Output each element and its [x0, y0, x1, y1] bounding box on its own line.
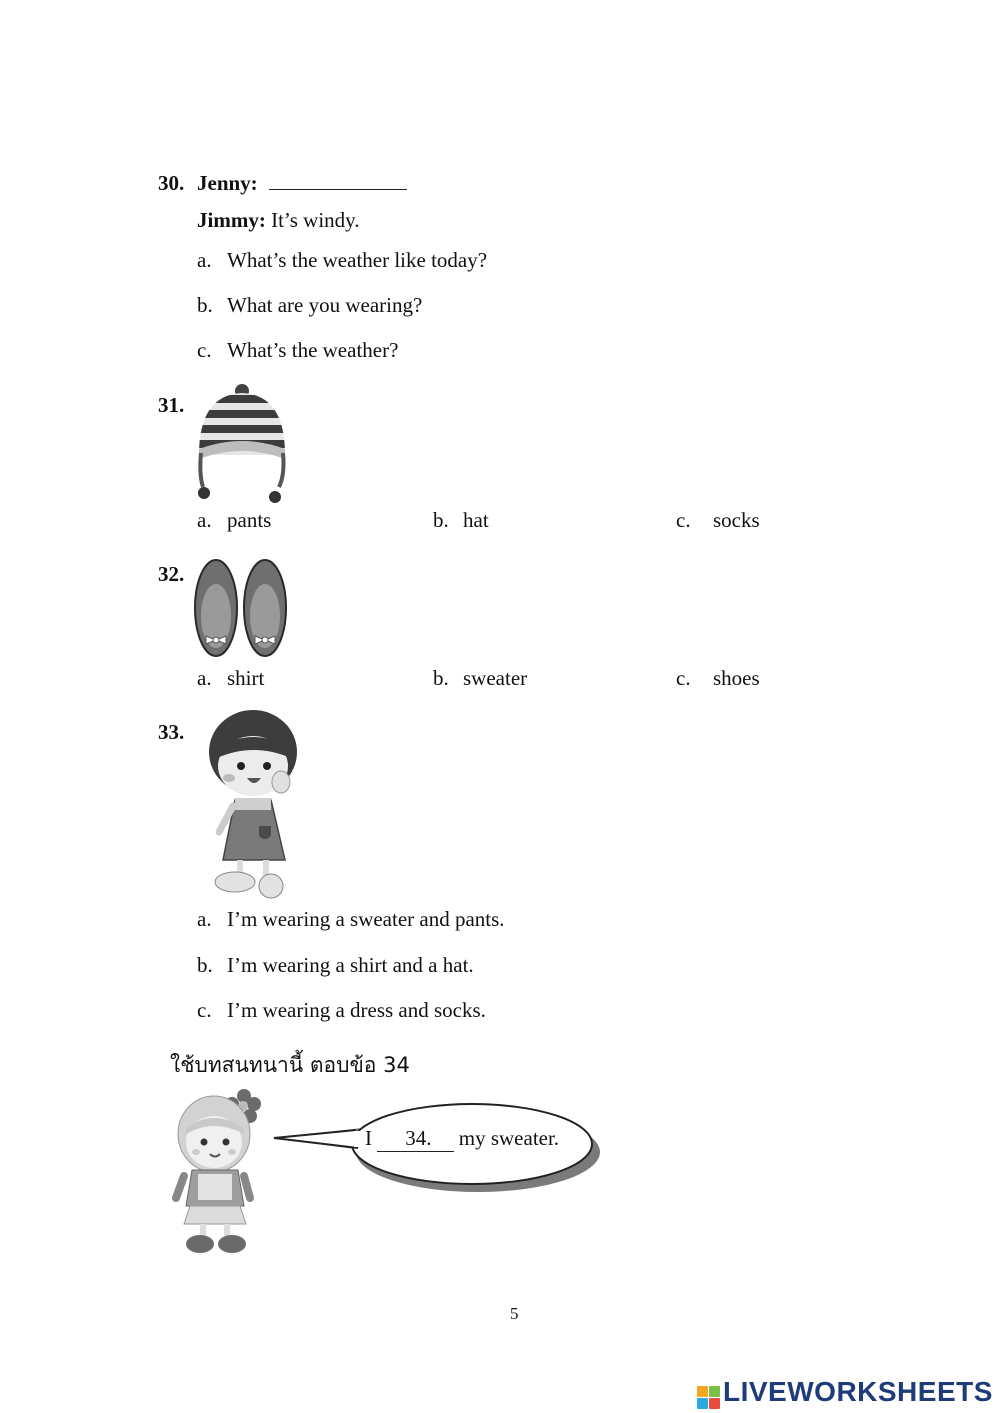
option-text: hat — [463, 508, 489, 532]
option-text: shoes — [713, 666, 760, 690]
option-letter: a. — [197, 508, 212, 532]
q34-answer-blank[interactable] — [377, 1126, 453, 1152]
q32-option-c[interactable] — [676, 666, 760, 691]
q30-jenny-line — [197, 171, 407, 196]
liveworksheets-logo — [697, 1376, 993, 1409]
page-number: 5 — [510, 1304, 519, 1323]
option-text: shirt — [227, 666, 265, 690]
q30-number: 30. — [158, 171, 185, 195]
q33-option-b[interactable] — [197, 953, 474, 978]
bubble-word-i: I — [365, 1126, 372, 1150]
q30-answer-blank[interactable] — [269, 171, 407, 190]
option-letter: c. — [197, 998, 212, 1022]
option-text: What’s the weather like today? — [227, 248, 488, 272]
girl-flower-image — [172, 1088, 268, 1256]
option-letter: a. — [197, 907, 212, 931]
liveworksheets-wordmark: LIVEWORKSHEETS — [723, 1376, 993, 1407]
option-text: I’m wearing a sweater and pants. — [227, 907, 505, 931]
option-letter: b. — [197, 293, 213, 317]
q33-option-c[interactable] — [197, 998, 486, 1023]
q32-number: 32. — [158, 562, 185, 586]
option-letter: c. — [197, 338, 212, 362]
q30-jimmy-line — [197, 208, 360, 233]
option-text: sweater — [463, 666, 528, 690]
q30-speaker-jimmy: Jimmy: — [197, 208, 266, 232]
option-text: pants — [227, 508, 272, 532]
q32-option-a[interactable] — [197, 666, 264, 691]
option-letter: c. — [676, 508, 691, 532]
q30-option-a[interactable] — [197, 248, 487, 273]
q31-option-c[interactable] — [676, 508, 760, 533]
liveworksheets-blocks-icon — [697, 1386, 720, 1409]
option-letter: c. — [676, 666, 691, 690]
q31-number: 31. — [158, 393, 185, 417]
option-text: I’m wearing a dress and socks. — [227, 998, 486, 1022]
option-text: I’m wearing a shirt and a hat. — [227, 953, 474, 977]
option-letter: a. — [197, 248, 212, 272]
option-text: What are you wearing? — [227, 293, 423, 317]
q30-reply: It’s windy. — [271, 208, 360, 232]
q31-option-a[interactable] — [197, 508, 271, 533]
q34-blank-label: 34. — [405, 1126, 432, 1150]
q33-number: 33. — [158, 720, 185, 744]
q32-option-b[interactable] — [433, 666, 527, 691]
q30-speaker-jenny: Jenny: — [197, 171, 258, 195]
bubble-word-end: my sweater. — [458, 1126, 560, 1150]
option-letter: b. — [433, 666, 449, 690]
option-letter: b. — [197, 953, 213, 977]
option-letter: a. — [197, 666, 212, 690]
shoes-image — [193, 558, 289, 660]
q31-option-b[interactable] — [433, 508, 489, 533]
girl-dress-image — [205, 708, 305, 900]
q34-instruction: ใช้บทสนทนานี้ ตอบข้อ 34 — [170, 1053, 410, 1077]
q33-option-a[interactable] — [197, 907, 505, 932]
option-letter: b. — [433, 508, 449, 532]
option-text: What’s the weather? — [227, 338, 399, 362]
q30-option-c[interactable] — [197, 338, 398, 363]
speech-bubble-text — [365, 1126, 559, 1152]
q30-option-b[interactable] — [197, 293, 422, 318]
option-text: socks — [713, 508, 760, 532]
beanie-hat-image — [193, 383, 291, 505]
